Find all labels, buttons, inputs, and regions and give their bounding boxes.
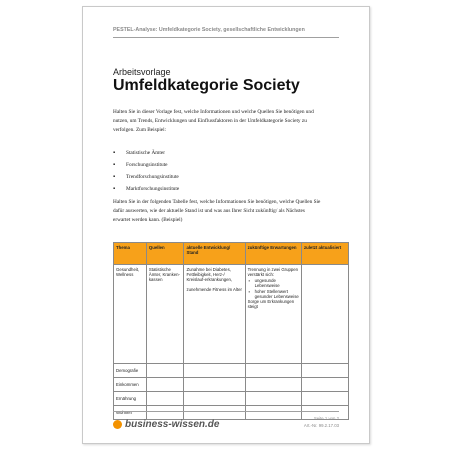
document-kicker: Arbeitsvorlage	[113, 67, 171, 77]
cell-empty[interactable]	[184, 392, 245, 406]
intro-paragraph: Halten Sie in dieser Vorlage fest, welche Informationen und welche Quellen Sie benötigen und nutzen, um Trends, Entwicklungen und Einflussfaktoren in der Umfeldkategorie Society zu verfolgen. Zum Beispiel:	[113, 109, 314, 133]
cell-thema: Ernährung	[114, 392, 147, 406]
erwartung-list	[248, 278, 299, 299]
list-item: ▪ hoher Stellenwert gesunder Lebensweise	[248, 289, 299, 299]
cell-empty[interactable]	[301, 378, 348, 392]
cell-empty[interactable]	[146, 378, 184, 392]
cell-thema: Demografie	[114, 364, 147, 378]
erwartung-text: Sorge um Erkrankungen steigt	[247, 299, 295, 309]
list-item: ▪ Trendforschungsinstitute	[113, 171, 179, 183]
cell-thema: Gesundheit, Wellness	[114, 265, 147, 364]
header-divider	[113, 37, 339, 38]
table-header-row	[114, 243, 349, 265]
erwartung-text: Trennung in zwei Gruppen verstärkt sich:	[247, 267, 299, 277]
cell-empty[interactable]	[301, 392, 348, 406]
logo-text: business-wissen.de	[125, 418, 220, 430]
cell-aktualisiert	[301, 265, 348, 364]
planning-table	[113, 242, 349, 420]
column-header-thema: Thema	[114, 243, 147, 265]
table-row	[114, 378, 349, 392]
document-header: PESTEL-Analyse: Umfeldkategorie Society, gesellschaftliche Entwicklungen	[113, 27, 305, 33]
column-header-aktualisiert: zuletzt aktualisiert	[301, 243, 348, 265]
table-instructions: Halten Sie in der folgenden Tabelle fest, welche Informationen Sie benötigen, welche Quellen Sie dafür auswerten, wie der aktuelle Stand ist und was aus Ihrer Sicht zukünftig/ als Nächstes erwartet werden kann. (Beispiel)	[113, 199, 321, 223]
cell-erwartungen	[245, 265, 301, 364]
footer-divider	[113, 411, 339, 412]
cell-quellen: Statistische Ämter, Kranken-kassen	[146, 265, 184, 364]
cell-empty[interactable]	[146, 364, 184, 378]
column-header-stand: aktuelle Entwicklung/ Stand	[184, 243, 245, 265]
table-row	[114, 265, 349, 364]
cell-empty[interactable]	[245, 392, 301, 406]
stand-text: zunehmende Fitness im Alter	[186, 287, 242, 292]
table-row	[114, 392, 349, 406]
column-header-erwartungen: zukünftige Erwartungen	[245, 243, 301, 265]
cell-empty[interactable]	[245, 406, 301, 420]
page-number: Seite 1 von 2	[313, 416, 339, 421]
article-number: Art.-Nr. 99.2.17.03	[303, 423, 339, 428]
brand-logo[interactable]	[113, 416, 219, 432]
list-item: ▪ Marktforschungsinstitute	[113, 183, 179, 195]
cell-empty[interactable]	[184, 378, 245, 392]
cell-empty[interactable]	[146, 392, 184, 406]
cell-empty[interactable]	[245, 364, 301, 378]
list-item: ▪ ungesunde Lebensweise	[248, 278, 299, 288]
cell-empty[interactable]	[184, 364, 245, 378]
list-item: ▪ Forschungsinstitute	[113, 159, 179, 171]
table-row	[114, 364, 349, 378]
cell-thema: Einkommen	[114, 378, 147, 392]
cell-thema: Wohnen	[114, 406, 147, 420]
source-list	[113, 147, 179, 195]
stand-text: Zunahme bei Diabetes, Fettleibigkeit, Herz-/ Kreislauf-erkrankungen,	[186, 267, 233, 282]
logo-dot-icon	[113, 420, 122, 429]
list-item: ▪ Statistische Ämter	[113, 147, 179, 159]
cell-empty[interactable]	[301, 364, 348, 378]
cell-stand	[184, 265, 245, 364]
page-title: Umfeldkategorie Society	[113, 77, 300, 94]
cell-empty[interactable]	[245, 378, 301, 392]
document-page	[82, 6, 370, 444]
footer-meta	[304, 415, 339, 429]
column-header-quellen: Quellen	[146, 243, 184, 265]
